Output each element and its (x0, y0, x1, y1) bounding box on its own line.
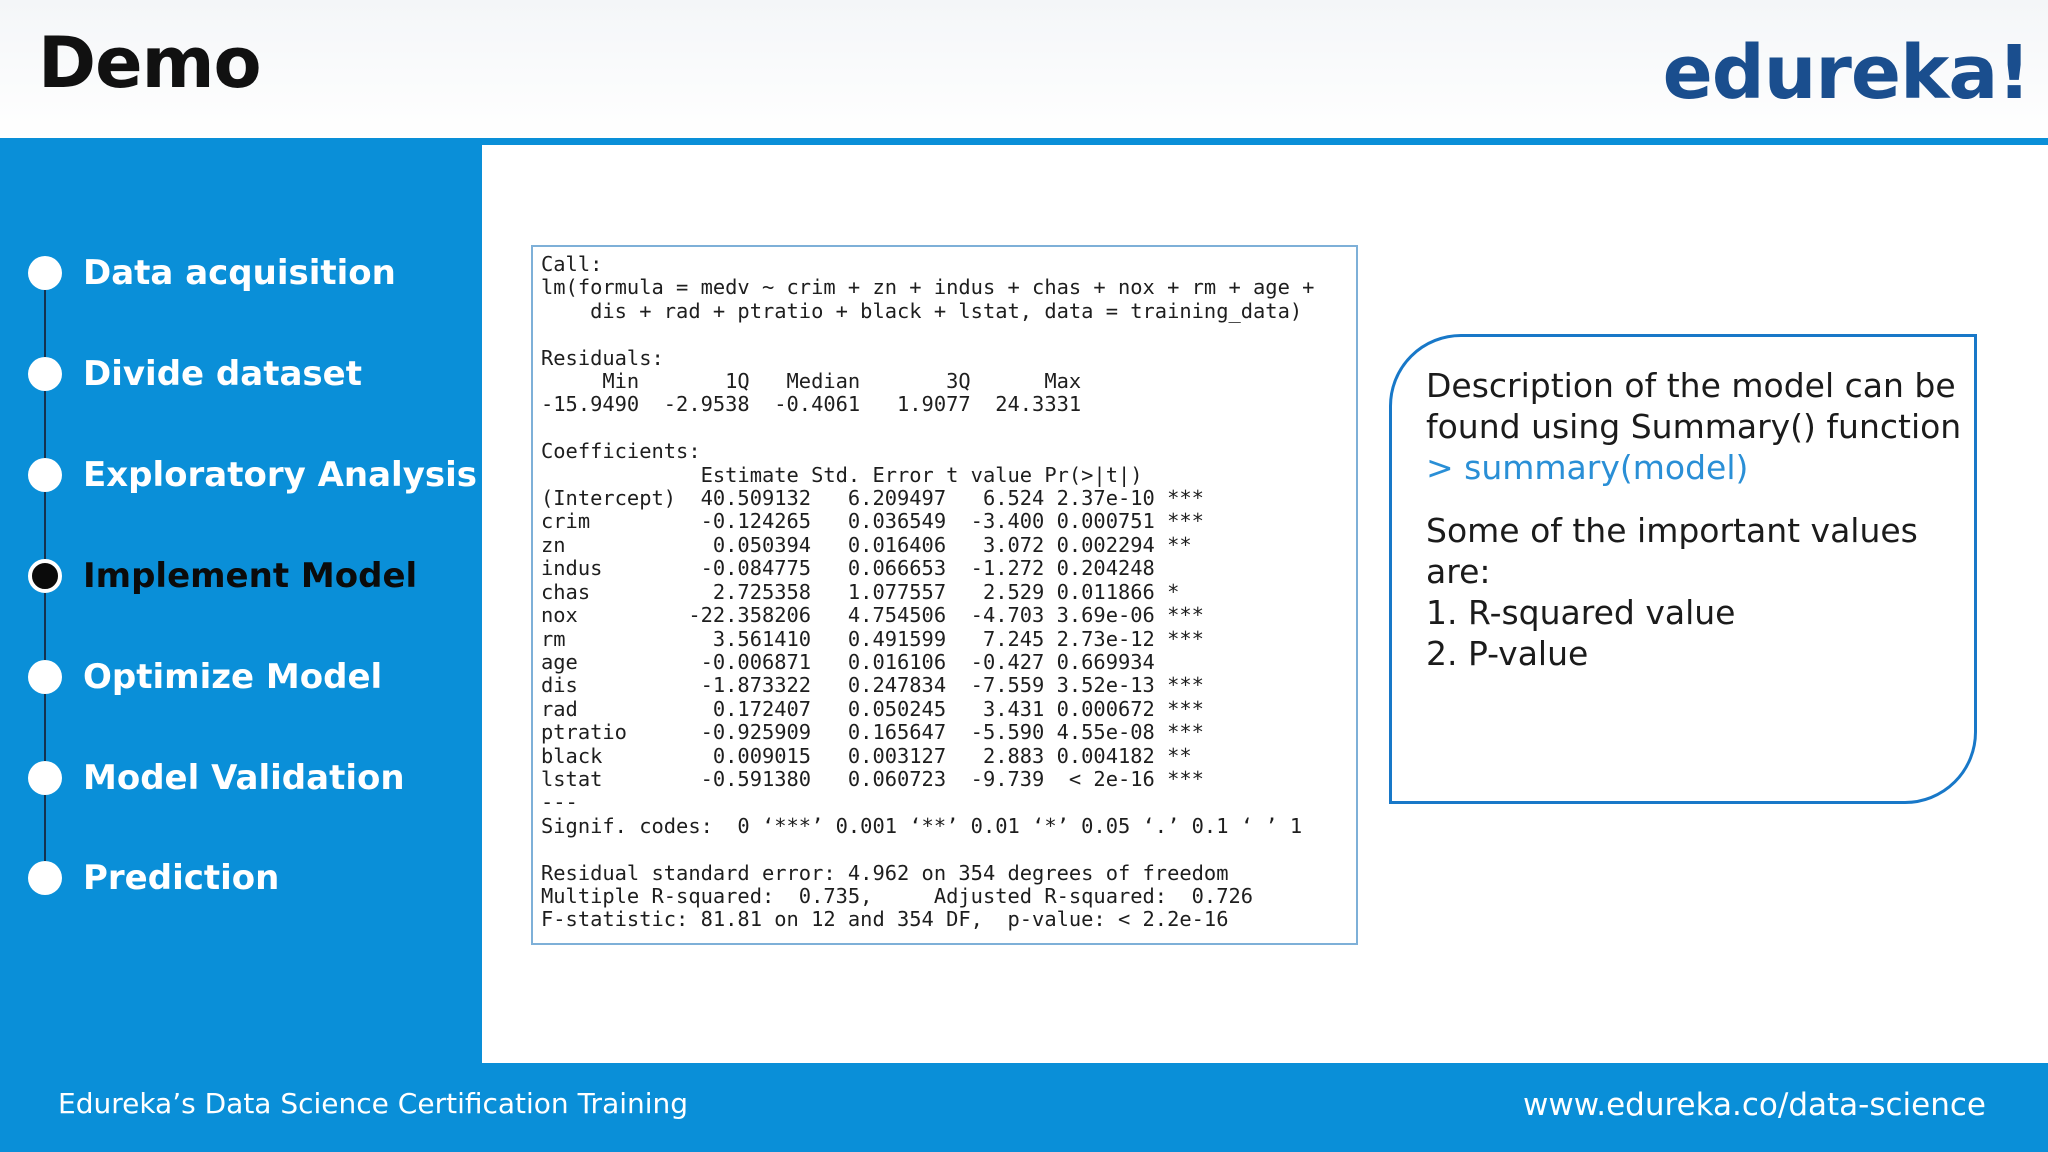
timeline-dot-icon (28, 761, 62, 795)
slide-header (0, 0, 2048, 140)
description-lead: Some of the important values are: (1426, 511, 1918, 591)
step-label: Model Validation (83, 758, 405, 798)
timeline-dot-icon (28, 861, 62, 895)
r-console-output (531, 245, 1358, 945)
edureka-logo: edureka! (1662, 30, 2030, 116)
step-label: Data acquisition (83, 253, 396, 293)
header-divider (0, 138, 2048, 145)
console-line: Coefficients: (541, 439, 701, 464)
console-line: Residual standard error: 4.962 on 354 degrees of freedom (541, 860, 1229, 885)
spacer (1426, 488, 1966, 510)
timeline-dot-icon (28, 660, 62, 694)
console-line: dis + rad + ptratio + black + lstat, data = training_data) (541, 298, 1303, 323)
console-text (541, 253, 1314, 932)
console-line: zn 0.050394 0.016406 3.072 0.002294 ** (541, 532, 1192, 557)
console-line: --- (541, 790, 578, 815)
step-label: Prediction (83, 858, 280, 898)
description-callout (1389, 334, 1977, 804)
console-line: lm(formula = medv ~ crim + zn + indus + chas + nox + rm + age + (541, 275, 1315, 300)
step-label: Exploratory Analysis (83, 455, 478, 495)
console-line: F-statistic: 81.81 on 12 and 354 DF, p-value: < 2.2e-16 (541, 907, 1229, 932)
console-line: Min 1Q Median 3Q Max (541, 369, 1082, 394)
console-line: Estimate Std. Error t value Pr(>|t|) (541, 462, 1143, 487)
console-line: Residuals: (541, 345, 664, 370)
step-implement-model (0, 551, 482, 601)
step-data-acquisition (0, 248, 482, 298)
step-label: Optimize Model (83, 657, 383, 697)
console-line: rm 3.561410 0.491599 7.245 2.73e-12 *** (541, 626, 1204, 651)
step-label: Divide dataset (83, 354, 362, 394)
step-divide-dataset (0, 349, 482, 399)
console-line: (Intercept) 40.509132 6.209497 6.524 2.37e-10 *** (541, 486, 1204, 511)
step-optimize-model (0, 652, 482, 702)
console-line: lstat -0.591380 0.060723 -9.739 < 2e-16 *** (541, 766, 1204, 791)
console-line: Signif. codes: 0 ‘***’ 0.001 ‘**’ 0.01 ‘*’ 0.05 ‘.’ 0.1 ‘ ’ 1 (541, 813, 1303, 838)
console-line: Call: (541, 252, 603, 276)
description-text (1426, 365, 1966, 674)
console-line: Multiple R-squared: 0.735, Adjusted R-squared: 0.726 (541, 883, 1254, 908)
timeline-dot-icon (28, 458, 62, 492)
course-name: Edureka’s Data Science Certification Training (58, 1087, 689, 1120)
point-p-value: 2. P-value (1426, 634, 1589, 673)
console-line: nox -22.358206 4.754506 -4.703 3.69e-06 *** (541, 603, 1204, 628)
step-exploratory-analysis (0, 450, 482, 500)
slide-footer (0, 1063, 2048, 1152)
console-line: age -0.006871 0.016106 -0.427 0.669934 (541, 649, 1155, 674)
console-line: crim -0.124265 0.036549 -3.400 0.000751 *** (541, 509, 1204, 534)
footer-url: www.edureka.co/data-science (1523, 1087, 1986, 1123)
console-line: rad 0.172407 0.050245 3.431 0.000672 *** (541, 696, 1204, 721)
console-line: ptratio -0.925909 0.165647 -5.590 4.55e-08 *** (541, 720, 1204, 745)
console-line: chas 2.725358 1.077557 2.529 0.011866 * (541, 579, 1180, 604)
timeline-dot-icon (28, 357, 62, 391)
console-line: indus -0.084775 0.066653 -1.272 0.204248 (541, 556, 1155, 581)
step-prediction (0, 853, 482, 903)
description-intro: Description of the model can be found using Summary() function (1426, 366, 1962, 446)
slide-title: Demo (38, 22, 261, 104)
timeline-dot-icon (28, 256, 62, 290)
step-label-active: Implement Model (83, 556, 418, 596)
step-model-validation (0, 753, 482, 803)
console-line: -15.9490 -2.9538 -0.4061 1.9077 24.3331 (541, 392, 1082, 417)
console-line: dis -1.873322 0.247834 -7.559 3.52e-13 *** (541, 673, 1204, 698)
point-r-squared: 1. R-squared value (1426, 593, 1736, 632)
timeline-dot-active-icon (28, 559, 62, 593)
summary-command: > summary(model) (1426, 448, 1749, 487)
console-line: black 0.009015 0.003127 2.883 0.004182 ** (541, 743, 1192, 768)
